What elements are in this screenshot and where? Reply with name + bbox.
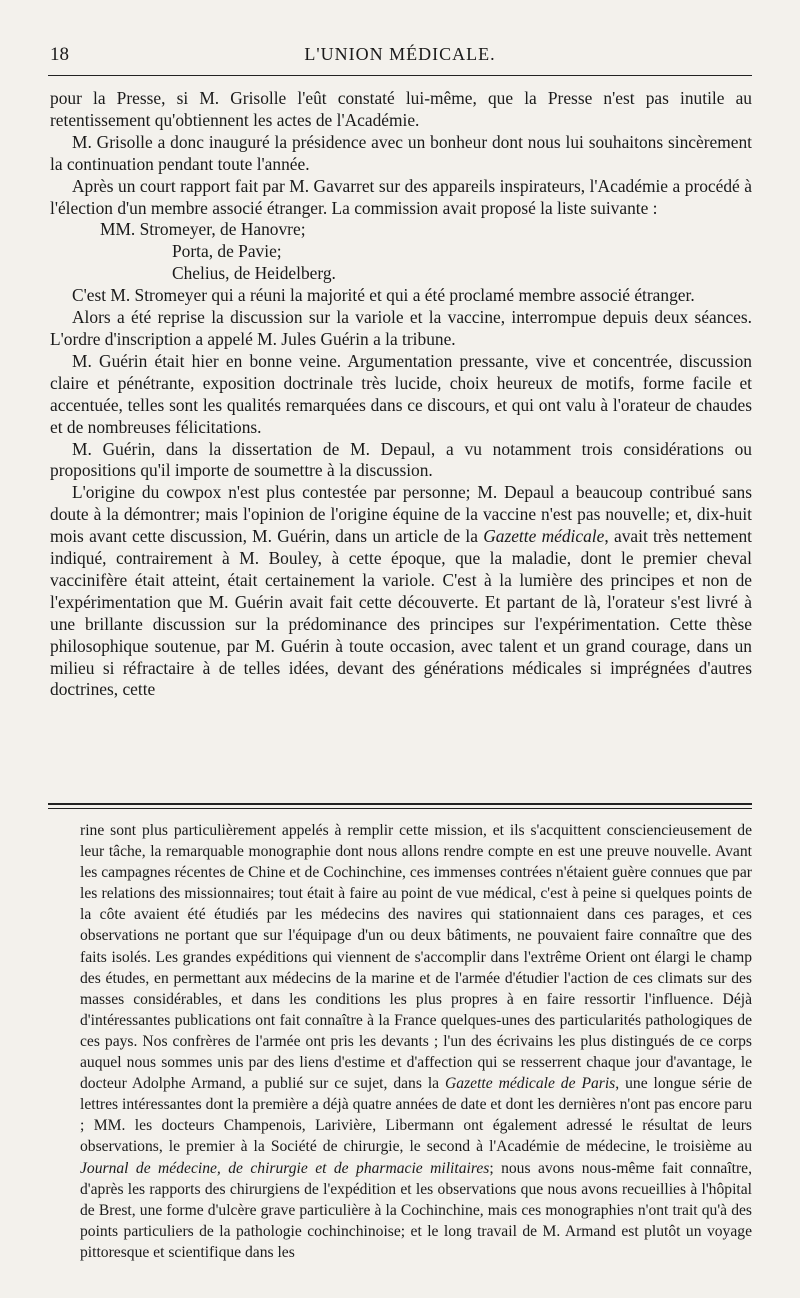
paragraph: pour la Presse, si M. Grisolle l'eût constaté lui-même, que la Presse n'est pas inutile au retentissement qu'obtiennent les actes de l'Académie. — [50, 88, 752, 130]
paragraph: C'est M. Stromeyer qui a réuni la majorité et qui a été proclamé membre associé étranger. — [72, 285, 695, 306]
paragraph: Après un court rapport fait par M. Gavarret sur des appareils inspirateurs, l'Académie a procédé à l'élection d'un membre associé étranger. La commission avait proposé la liste suivante : — [50, 175, 752, 218]
text-run: , une longue série de lettres intéressantes dont la première a déjà quatre années de date et dont les dernières n'ont pas encore paru ; MM. les docteurs Champenois, Larivière, Libermann ont également adressé le résultat de leurs observations, le premier à la Société de chirurgie, le second à l'Académie de médecine, le troisième au — [80, 1075, 752, 1156]
feuilleton-rule — [48, 808, 752, 809]
text-run: L'origine du cowpox n'est plus contestée par personne; M. Depaul a beaucoup contribué sans doute à la démontrer; mais l'opinion de l'origine équine de la vaccine n'est pas nouvelle; et, dix-huit mois avant cette discussion, M. Guérin, dans un article de la — [50, 482, 752, 547]
paragraph: Alors a été reprise la discussion sur la variole et la vaccine, interrompue depuis deux séances. L'ordre d'inscription a appelé M. Jules Guérin a la tribune. — [50, 307, 752, 349]
text-run: , avait très nettement indiqué, contrairement à M. Bouley, à cette époque, que la maladie, dont le premier cheval vaccinifère était atteint, était certainement la variole. C'est à la lumière des principes et non de l'expérimentation que M. Guérin avait fait cette découverte. Et partant de là, l'orateur s'est livré à une brillante discussion sur la prédominance des principes sur l'expérimentation. Cette thèse philosophique soutenue, par M. Guérin à toute occasion, avec talent et un grand courage, dans un milieu si réfractaire à de telles idées, devant des générations médicales si imprégnées d'autres doctrines, cette — [50, 526, 752, 700]
paragraph: M. Guérin était hier en bonne veine. Argumentation pressante, vive et concentrée, discussion claire et pénétrante, exposition doctrinale très lucide, choix heureux de motifs, forme facile et accentuée, telles sont les qualités remarquées dans ce discours, et qui ont valu à l'orateur de chaudes et de nombreuses félicitations. — [50, 350, 752, 437]
journal-title: Gazette médicale de Paris — [445, 1075, 616, 1093]
list-item: Porta, de Pavie; — [172, 241, 282, 262]
text-run: ; nous avons nous-même fait connaître, d'après les rapports des chirurgiens de l'expédition et les observations que nous avons recueillies à l'hôpital de Brest, une forme d'ulcère grave particulière à la Cochinchine, mais ces monographies n'ont trait qu'à des points particuliers de la pathologie cochinchinoise; et le long travail de M. Armand est plutôt un voyage pittoresque et scientifique dans les — [80, 1159, 752, 1261]
paragraph: M. Grisolle a donc inauguré la présidence avec un bonheur dont nous lui souhaitons sincèrement la continuation pendant toute l'année. — [50, 131, 752, 174]
paragraph — [50, 482, 752, 701]
feuilleton-column — [80, 820, 752, 1263]
list-item: Chelius, de Heidelberg. — [172, 263, 336, 284]
main-column — [50, 88, 752, 701]
feuilleton-rule — [48, 803, 752, 805]
page-header — [50, 40, 750, 70]
journal-title: Journal de médecine, de chirurgie et de pharmacie militaires — [80, 1159, 490, 1177]
journal-title: Gazette médicale — [483, 526, 605, 547]
paragraph — [80, 820, 752, 1263]
text-run: rine sont plus particulièrement appelés à remplir cette mission, et ils s'acquittent consciencieusement de leur tâche, la remarquable monographie dont nous allons rendre compte en est une preuve nouvelle. Avant les campagnes récentes de Chine et de Cochinchine, ces immenses contrées n'étaient guère connues que par les relations des missionnaires; tout était à faire au point de vue médical, c'est à peine si quelques points de la côte avaient été étudiés par les médecins des navires qui stationnaient dans ces parages, et ces observations ne portant que sur l'équipage d'un ou deux bâtiments, ne pouvaient faire connaître que des faits isolés. Les grandes expéditions qui viennent de s'accomplir dans l'extrême Orient ont élargi le champ des études, en permettant aux médecins de la marine et de l'armée d'étudier l'action de ces climats sur des masses considérables, et dans les conditions les plus propres à en faire ressortir l'influence. Déjà d'intéressantes publications ont fait connaître à la France quelques-unes des particularités pathologiques de ces pays. Nos confrères de l'armée ont pris les devants ; l'un des écrivains les plus distingués de ce corps auquel nous sommes unis par des liens d'estime et d'affection qui se resserrent chaque jour d'avantage, le docteur Adolphe Armand, a publié sur ce sujet, dans la — [80, 822, 752, 1093]
header-rule — [48, 75, 752, 76]
paragraph: M. Guérin, dans la dissertation de M. Depaul, a vu notamment trois considérations ou propositions qu'il importe de soumettre à la discussion. — [50, 438, 752, 481]
page-number: 18 — [50, 44, 69, 65]
candidate-list — [50, 219, 752, 285]
list-item: MM. Stromeyer, de Hanovre; — [100, 219, 306, 240]
running-title: L'UNION MÉDICALE. — [304, 44, 496, 64]
